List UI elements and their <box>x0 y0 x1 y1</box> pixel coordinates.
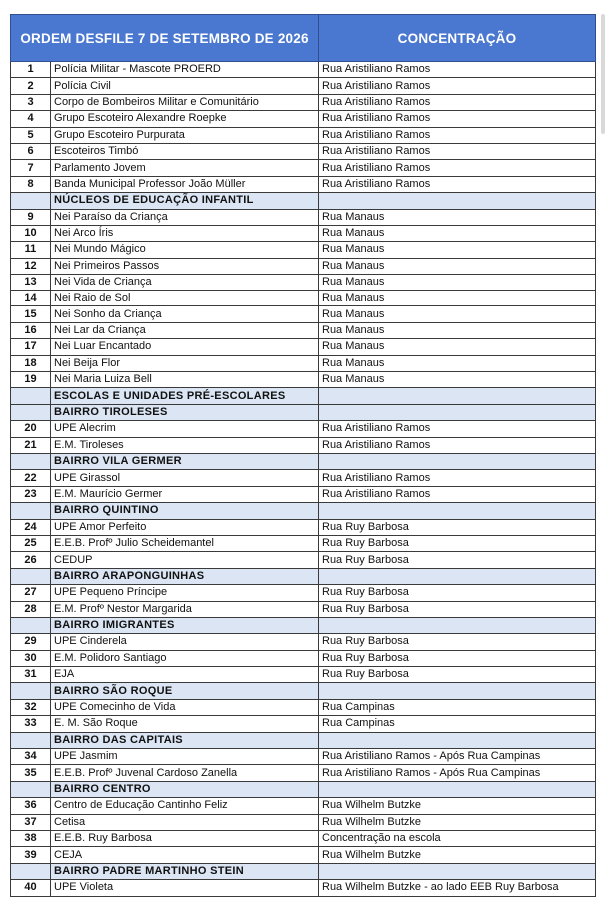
row-location: Rua Aristiliano Ramos <box>319 78 596 94</box>
row-number: 1 <box>11 62 51 78</box>
row-number <box>11 732 51 748</box>
row-location: Rua Ruy Barbosa <box>319 634 596 650</box>
table-row <box>11 601 596 617</box>
row-location: Rua Ruy Barbosa <box>319 650 596 666</box>
row-number: 17 <box>11 339 51 355</box>
row-location <box>319 863 596 879</box>
table-row <box>11 437 596 453</box>
row-location <box>319 404 596 420</box>
table-row <box>11 699 596 715</box>
row-number: 8 <box>11 176 51 192</box>
row-number: 14 <box>11 291 51 306</box>
row-location: Rua Aristiliano Ramos <box>319 143 596 159</box>
section-title: BAIRRO VILA GERMER <box>51 453 319 469</box>
table-row <box>11 176 596 192</box>
row-number: 31 <box>11 667 51 683</box>
table-row <box>11 470 596 486</box>
row-name: Nei Arco Íris <box>51 225 319 241</box>
row-number: 34 <box>11 749 51 765</box>
row-name: Centro de Educação Cantinho Feliz <box>51 798 319 814</box>
parade-order-table <box>10 14 596 897</box>
row-location: Rua Ruy Barbosa <box>319 552 596 568</box>
row-number: 36 <box>11 798 51 814</box>
row-name: Escoteiros Timbó <box>51 143 319 159</box>
table-row <box>11 847 596 863</box>
row-number <box>11 404 51 420</box>
section-header-row <box>11 193 596 209</box>
row-location: Rua Ruy Barbosa <box>319 601 596 617</box>
section-title: BAIRRO QUINTINO <box>51 503 319 519</box>
table-body <box>11 62 596 897</box>
table-row <box>11 62 596 78</box>
row-number: 3 <box>11 94 51 110</box>
section-title: BAIRRO ARAPONGUINHAS <box>51 568 319 584</box>
row-name: Parlamento Jovem <box>51 160 319 176</box>
table-row <box>11 765 596 781</box>
table-row <box>11 486 596 502</box>
row-name: E.E.B. Profº Juvenal Cardoso Zanella <box>51 765 319 781</box>
row-number: 18 <box>11 355 51 371</box>
table-row <box>11 209 596 225</box>
row-location: Rua Manaus <box>319 306 596 322</box>
row-name: Banda Municipal Professor João Müller <box>51 176 319 192</box>
row-location: Rua Wilhelm Butzke <box>319 814 596 830</box>
table-row <box>11 306 596 322</box>
table-row <box>11 814 596 830</box>
row-location: Concentração na escola <box>319 830 596 846</box>
row-number: 5 <box>11 127 51 143</box>
row-number: 30 <box>11 650 51 666</box>
row-number: 24 <box>11 519 51 535</box>
row-location: Rua Manaus <box>319 258 596 274</box>
table-row <box>11 650 596 666</box>
section-header-row <box>11 388 596 404</box>
row-number: 10 <box>11 225 51 241</box>
row-name: Cetisa <box>51 814 319 830</box>
row-number: 38 <box>11 830 51 846</box>
section-title: NÚCLEOS DE EDUCAÇÃO INFANTIL <box>51 193 319 209</box>
row-number: 7 <box>11 160 51 176</box>
row-number: 13 <box>11 275 51 291</box>
row-location: Rua Campinas <box>319 716 596 732</box>
row-name: Grupo Escoteiro Purpurata <box>51 127 319 143</box>
row-name: E. M. São Roque <box>51 716 319 732</box>
row-number: 26 <box>11 552 51 568</box>
row-location: Rua Ruy Barbosa <box>319 667 596 683</box>
row-location: Rua Aristiliano Ramos <box>319 94 596 110</box>
row-number: 16 <box>11 322 51 338</box>
row-number: 35 <box>11 765 51 781</box>
row-location: Rua Aristiliano Ramos <box>319 127 596 143</box>
row-number: 33 <box>11 716 51 732</box>
row-number <box>11 683 51 699</box>
row-number: 40 <box>11 880 51 896</box>
table-row <box>11 634 596 650</box>
row-name: Nei Primeiros Passos <box>51 258 319 274</box>
row-location: Rua Manaus <box>319 372 596 388</box>
row-location: Rua Ruy Barbosa <box>319 585 596 601</box>
row-name: UPE Jasmim <box>51 749 319 765</box>
row-number <box>11 568 51 584</box>
table-row <box>11 535 596 551</box>
row-number: 15 <box>11 306 51 322</box>
section-header-row <box>11 568 596 584</box>
row-location: Rua Wilhelm Butzke <box>319 798 596 814</box>
row-location <box>319 503 596 519</box>
table-row <box>11 585 596 601</box>
header-row <box>11 15 596 62</box>
row-location: Rua Aristiliano Ramos <box>319 421 596 437</box>
row-location: Rua Manaus <box>319 322 596 338</box>
table-row <box>11 127 596 143</box>
row-location: Rua Aristiliano Ramos <box>319 470 596 486</box>
row-name: Nei Mundo Mágico <box>51 242 319 258</box>
table-row <box>11 111 596 127</box>
row-number: 22 <box>11 470 51 486</box>
section-title: ESCOLAS E UNIDADES PRÉ-ESCOLARES <box>51 388 319 404</box>
row-name: Grupo Escoteiro Alexandre Roepke <box>51 111 319 127</box>
row-name: EJA <box>51 667 319 683</box>
row-location: Rua Campinas <box>319 699 596 715</box>
row-number: 39 <box>11 847 51 863</box>
row-number: 6 <box>11 143 51 159</box>
row-name: Polícia Civil <box>51 78 319 94</box>
table-row <box>11 242 596 258</box>
row-number: 11 <box>11 242 51 258</box>
row-number: 4 <box>11 111 51 127</box>
section-header-row <box>11 732 596 748</box>
row-location: Rua Aristiliano Ramos <box>319 111 596 127</box>
table-row <box>11 749 596 765</box>
table-row <box>11 322 596 338</box>
row-location: Rua Aristiliano Ramos <box>319 486 596 502</box>
table-row <box>11 355 596 371</box>
row-number: 29 <box>11 634 51 650</box>
row-name: Nei Lar da Criança <box>51 322 319 338</box>
row-location: Rua Wilhelm Butzke <box>319 847 596 863</box>
row-location: Rua Aristiliano Ramos <box>319 176 596 192</box>
row-location: Rua Aristiliano Ramos - Após Rua Campinas <box>319 749 596 765</box>
section-title: BAIRRO SÃO ROQUE <box>51 683 319 699</box>
section-title: BAIRRO DAS CAPITAIS <box>51 732 319 748</box>
row-location <box>319 193 596 209</box>
row-location: Rua Ruy Barbosa <box>319 519 596 535</box>
row-location: Rua Manaus <box>319 355 596 371</box>
row-name: Nei Maria Luiza Bell <box>51 372 319 388</box>
row-name: E.M. Profº Nestor Margarida <box>51 601 319 617</box>
table-row <box>11 291 596 306</box>
table-row <box>11 421 596 437</box>
row-number <box>11 388 51 404</box>
order-column-header: ORDEM DESFILE 7 DE SETEMBRO DE 2026 <box>11 15 319 62</box>
row-number: 9 <box>11 209 51 225</box>
table-row <box>11 339 596 355</box>
row-location <box>319 732 596 748</box>
row-number: 37 <box>11 814 51 830</box>
row-name: Nei Luar Encantado <box>51 339 319 355</box>
table-row <box>11 667 596 683</box>
row-number <box>11 617 51 633</box>
row-location: Rua Manaus <box>319 291 596 306</box>
row-location: Rua Manaus <box>319 209 596 225</box>
row-name: UPE Amor Perfeito <box>51 519 319 535</box>
table-row <box>11 143 596 159</box>
row-number: 23 <box>11 486 51 502</box>
row-name: Nei Beija Flor <box>51 355 319 371</box>
row-location <box>319 568 596 584</box>
row-location <box>319 453 596 469</box>
row-number <box>11 193 51 209</box>
row-name: Nei Sonho da Criança <box>51 306 319 322</box>
row-number: 32 <box>11 699 51 715</box>
row-location: Rua Aristiliano Ramos <box>319 160 596 176</box>
section-title: BAIRRO IMIGRANTES <box>51 617 319 633</box>
table-row <box>11 798 596 814</box>
section-title: BAIRRO TIROLESES <box>51 404 319 420</box>
row-location: Rua Manaus <box>319 225 596 241</box>
row-name: Nei Paraíso da Criança <box>51 209 319 225</box>
row-location <box>319 617 596 633</box>
row-location: Rua Manaus <box>319 242 596 258</box>
row-name: CEDUP <box>51 552 319 568</box>
row-number: 27 <box>11 585 51 601</box>
table-row <box>11 880 596 896</box>
row-location: Rua Wilhelm Butzke - ao lado EEB Ruy Barbosa <box>319 880 596 896</box>
row-number: 28 <box>11 601 51 617</box>
table-row <box>11 258 596 274</box>
row-name: E.M. Maurício Germer <box>51 486 319 502</box>
table-row <box>11 275 596 291</box>
row-number: 21 <box>11 437 51 453</box>
row-location: Rua Ruy Barbosa <box>319 535 596 551</box>
row-name: E.E.B. Profº Julio Scheidemantel <box>51 535 319 551</box>
row-name: E.E.B. Ruy Barbosa <box>51 830 319 846</box>
table-row <box>11 94 596 110</box>
row-name: UPE Pequeno Príncipe <box>51 585 319 601</box>
section-header-row <box>11 404 596 420</box>
section-header-row <box>11 781 596 797</box>
row-number: 19 <box>11 372 51 388</box>
section-title: BAIRRO PADRE MARTINHO STEIN <box>51 863 319 879</box>
row-location: Rua Manaus <box>319 339 596 355</box>
row-number <box>11 503 51 519</box>
row-name: UPE Girassol <box>51 470 319 486</box>
row-number: 25 <box>11 535 51 551</box>
row-location: Rua Aristiliano Ramos - Após Rua Campinas <box>319 765 596 781</box>
table-row <box>11 372 596 388</box>
section-header-row <box>11 683 596 699</box>
row-name: UPE Alecrim <box>51 421 319 437</box>
row-location: Rua Manaus <box>319 275 596 291</box>
row-name: E.M. Polidoro Santiago <box>51 650 319 666</box>
table-row <box>11 830 596 846</box>
section-header-row <box>11 503 596 519</box>
row-number: 20 <box>11 421 51 437</box>
row-location <box>319 683 596 699</box>
table-header <box>11 15 596 62</box>
section-header-row <box>11 617 596 633</box>
row-name: Corpo de Bombeiros Militar e Comunitário <box>51 94 319 110</box>
row-name: Nei Vida de Criança <box>51 275 319 291</box>
table-row <box>11 78 596 94</box>
table-row <box>11 716 596 732</box>
row-name: UPE Violeta <box>51 880 319 896</box>
row-name: Polícia Militar - Mascote PROERD <box>51 62 319 78</box>
table-row <box>11 552 596 568</box>
row-name: UPE Cinderela <box>51 634 319 650</box>
table-row <box>11 519 596 535</box>
scrollbar-thumb[interactable] <box>601 14 605 134</box>
row-location <box>319 781 596 797</box>
section-header-row <box>11 453 596 469</box>
table-row <box>11 225 596 241</box>
parade-order-document <box>10 14 595 897</box>
row-name: UPE Comecinho de Vida <box>51 699 319 715</box>
row-name: E.M. Tiroleses <box>51 437 319 453</box>
row-location: Rua Aristiliano Ramos <box>319 437 596 453</box>
section-title: BAIRRO CENTRO <box>51 781 319 797</box>
row-location <box>319 388 596 404</box>
section-header-row <box>11 863 596 879</box>
concentration-column-header: CONCENTRAÇÃO <box>319 15 596 62</box>
row-number <box>11 453 51 469</box>
table-row <box>11 160 596 176</box>
row-number: 12 <box>11 258 51 274</box>
row-number: 2 <box>11 78 51 94</box>
row-name: Nei Raio de Sol <box>51 291 319 306</box>
row-number <box>11 863 51 879</box>
row-name: CEJA <box>51 847 319 863</box>
row-location: Rua Aristiliano Ramos <box>319 62 596 78</box>
row-number <box>11 781 51 797</box>
